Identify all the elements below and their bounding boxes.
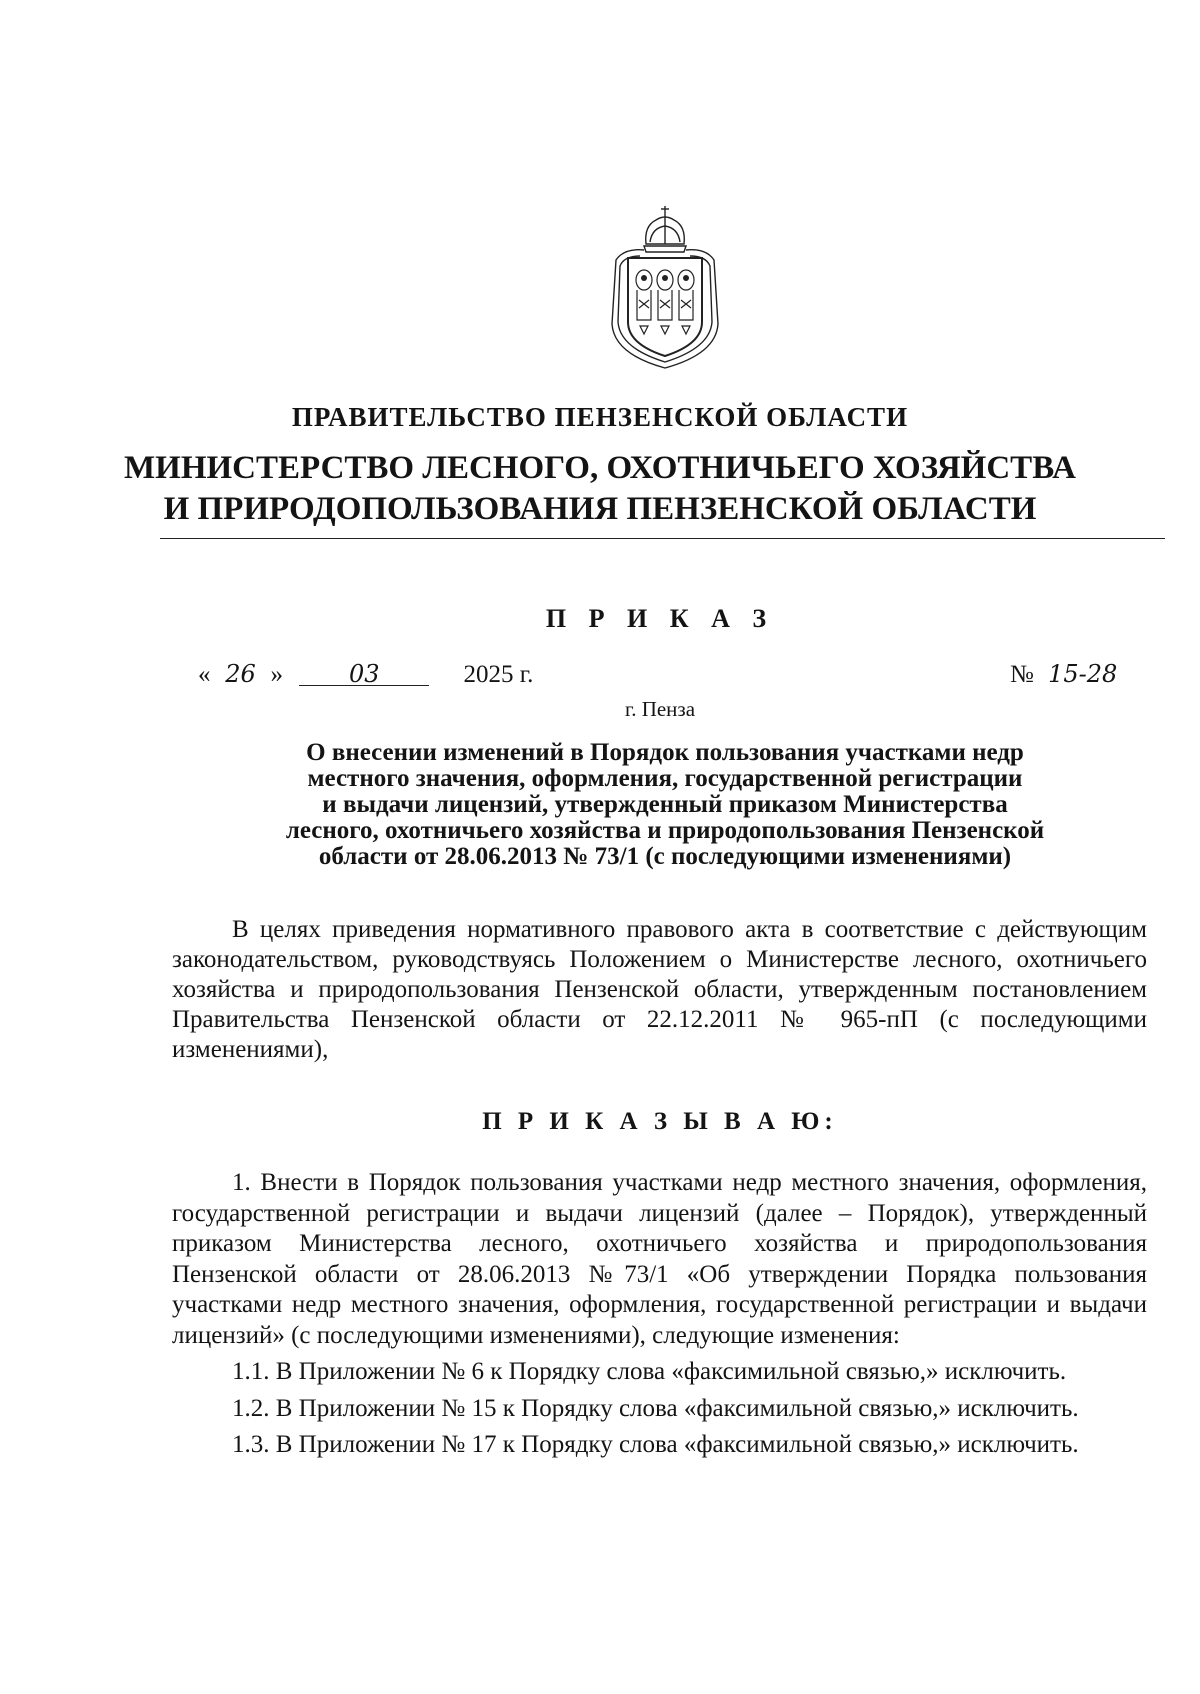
preamble xyxy=(172,915,1147,1065)
document-date xyxy=(198,660,533,689)
date-open-quote: « xyxy=(198,661,211,688)
date-day: 26 xyxy=(225,660,256,688)
subject-line: О внесении изменений в Порядок пользования участками недр xyxy=(306,739,1024,766)
ministry-title-line-2: И ПРИРОДОПОЛЬЗОВАНИЯ ПЕНЗЕНСКОЙ ОБЛАСТИ xyxy=(163,491,1037,527)
order-item: 1. Внести в Порядок пользования участками недр местного значения, оформления, государственной регистрации и выдачи лицензий (далее – Порядок), утвержденный приказом Министерства лесного, охотничьего хозяйства и природопользования Пензенской области от 28.06.2013 №73/1 «Об утверждении Порядка пользования участками недр местного значения, оформления, государственной регистрации и выдачи лицензий» (с последующими изменениями), следующие изменения: xyxy=(172,1169,1147,1349)
order-items xyxy=(172,1168,1147,1461)
order-word: П Р И К А З Ы В А Ю: xyxy=(482,1108,838,1135)
coat-of-arms-icon xyxy=(604,204,726,374)
date-year: 2025 г. xyxy=(463,661,534,688)
subject-line: лесного, охотничьего хозяйства и природопользования Пензенской xyxy=(285,817,1045,844)
header-divider xyxy=(160,538,1165,539)
date-month: 03 xyxy=(299,663,429,686)
order-item: 1.2. В Приложении № 15 к Порядку слова «факсимильной связью,» исключить. xyxy=(232,1394,1079,1422)
ministry-title-line-1: МИНИСТЕРСТВО ЛЕСНОГО, ОХОТНИЧЬЕГО ХОЗЯЙСТВА xyxy=(124,450,1076,486)
subject-line: и выдачи лицензий, утвержденный приказом Министерства xyxy=(322,791,1008,818)
document-city: г. Пенза xyxy=(624,697,696,721)
number-value: 15-28 xyxy=(1048,660,1118,688)
preamble-text: В целях приведения нормативного правового акта в соответствие с действующим законодательством, руководствуясь Положением о Министерстве лесного, охотничьего хозяйства и природопользования Пензенской области, утвержденным постановлением Правительства Пензенской области от 22.12.2011 № 965-пП (с последующими изменениями), xyxy=(172,916,1147,1063)
date-close-quote: » xyxy=(270,661,283,688)
government-title: ПРАВИТЕЛЬСТВО ПЕНЗЕНСКОЙ ОБЛАСТИ xyxy=(291,402,909,432)
order-item: 1.1. В Приложении № 6 к Порядку слова «факсимильной связью,» исключить. xyxy=(232,1358,1067,1385)
document-number xyxy=(1010,660,1117,689)
document-type: П Р И К А З xyxy=(545,604,775,633)
order-item: 1.3. В Приложении № 17 к Порядку слова «факсимильной связью,» исключить. xyxy=(232,1431,1079,1458)
document-subject xyxy=(190,740,1140,870)
number-prefix: № xyxy=(1010,661,1034,688)
subject-line: местного значения, оформления, государственной регистрации xyxy=(307,765,1023,792)
ministry-title xyxy=(0,448,1200,530)
subject-line: области от 28.06.2013 № 73/1 (с последующими изменениями) xyxy=(318,843,1012,870)
